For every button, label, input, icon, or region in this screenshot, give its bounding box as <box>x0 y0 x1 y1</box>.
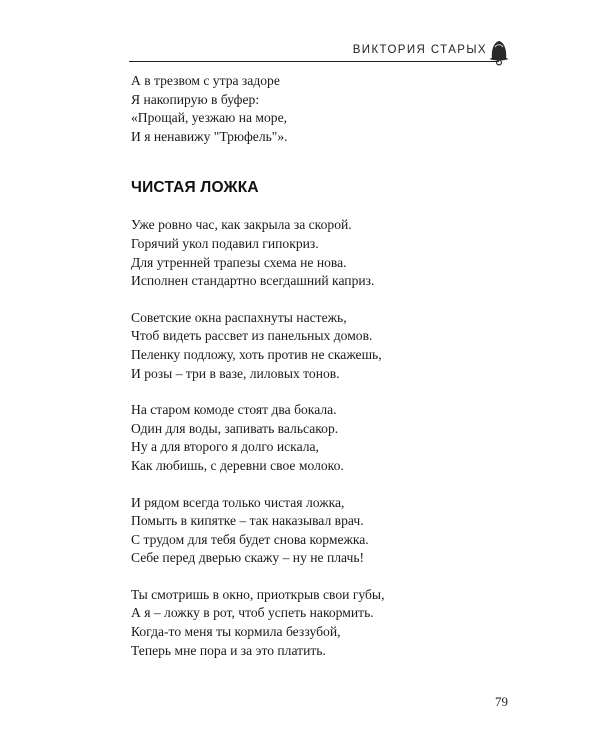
poem-stanza-2 <box>131 309 521 383</box>
verse-line: И рядом всегда только чистая ложка, <box>131 494 345 510</box>
verse-line: И я ненавижу "Трюфель"». <box>131 128 288 144</box>
verse-line: А я – ложку в рот, чтоб успеть накормить. <box>131 605 374 621</box>
header-rule <box>129 61 499 62</box>
verse-line: Исполнен стандартно всегдашний каприз. <box>131 273 375 289</box>
verse-line: Ну а для второго я долго искала, <box>131 439 319 455</box>
verse-line: Как любишь, с деревни свое молоко. <box>131 457 344 473</box>
running-header <box>129 36 509 66</box>
verse-line: «Прощай, уезжаю на море, <box>131 110 288 126</box>
verse-line: Когда-то меня ты кормила беззубой, <box>131 624 341 640</box>
verse-line: Уже ровно час, как закрыла за скорой. <box>131 217 352 233</box>
poem-stanza-4 <box>131 494 521 568</box>
verse-line: Один для воды, запивать вальсакор. <box>131 420 339 436</box>
verse-line: А в трезвом с утра задоре <box>131 73 280 88</box>
bell-hat-icon <box>487 36 511 68</box>
page-number: 79 <box>495 694 508 709</box>
verse-line: На старом комоде стоят два бокала. <box>131 402 337 418</box>
verse-line: Теперь мне пора и за это платить. <box>131 642 326 658</box>
verse-line: Для утренней трапезы схема не нова. <box>131 254 347 270</box>
verse-line: Я накопирую в буфер: <box>131 91 260 107</box>
verse-line: Советские окна распахнуты настежь, <box>131 309 347 325</box>
verse-line: Помыть в кипятке – так наказывал врач. <box>131 513 364 529</box>
verse-line: С трудом для тебя будет снова кормежка. <box>131 531 369 547</box>
intro-stanza <box>131 72 521 146</box>
verse-line: Пеленку подложу, хоть против не скажешь, <box>131 346 382 362</box>
poem-title: ЧИСТАЯ ЛОЖКА <box>131 179 259 197</box>
header-author-name: ВИКТОРИЯ СТАРЫХ <box>352 44 487 56</box>
poem-stanza-1 <box>131 216 521 290</box>
verse-line: Себе перед дверью скажу – ну не плачь! <box>131 550 365 566</box>
verse-line: Чтоб видеть рассвет из панельных домов. <box>131 328 373 344</box>
page-content <box>131 72 521 660</box>
verse-line: Горячий укол подавил гипокриз. <box>131 235 319 251</box>
verse-line: И розы – три в вазе, лиловых тонов. <box>131 365 340 381</box>
poem-stanza-5 <box>131 586 521 660</box>
verse-line: Ты смотришь в окно, приоткрыв свои губы, <box>131 586 385 602</box>
poem-stanza-3 <box>131 401 521 475</box>
